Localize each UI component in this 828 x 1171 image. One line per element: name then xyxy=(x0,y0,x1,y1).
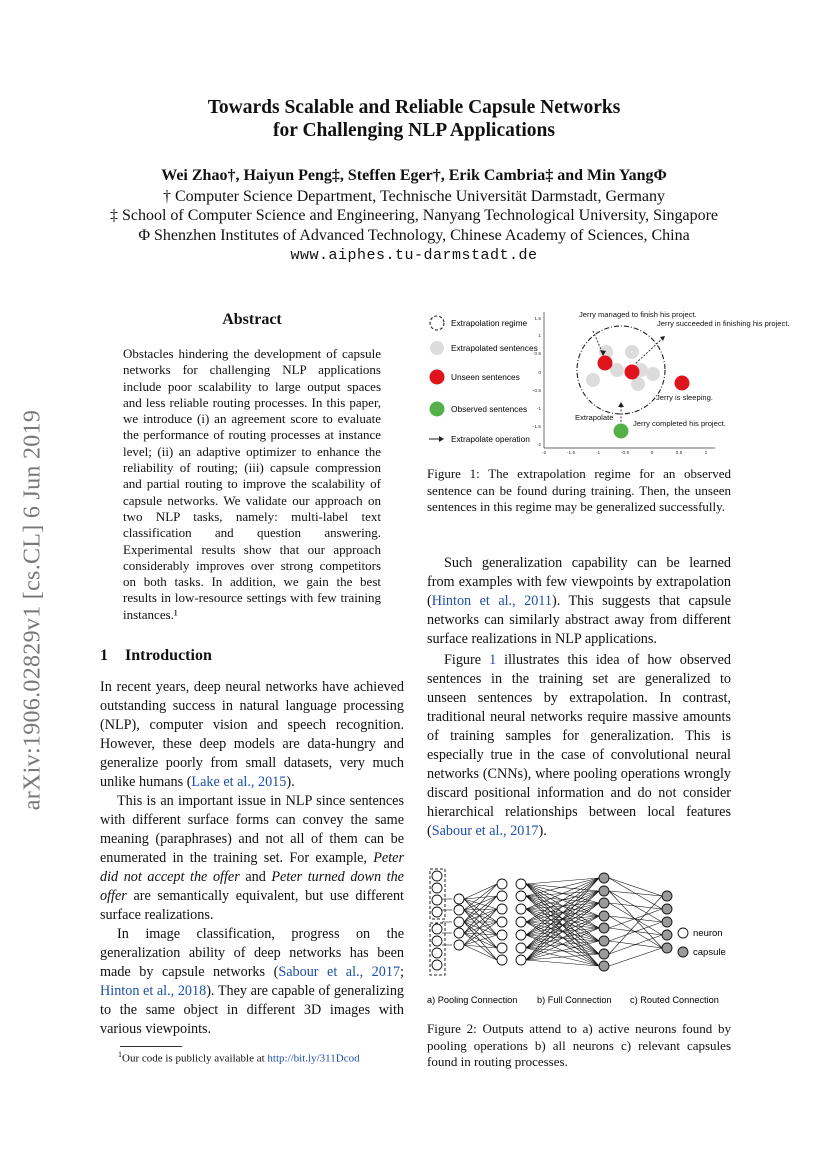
annotation-succeeded: Jerry succeeded in finishing his project. xyxy=(657,319,790,328)
affiliation-1: † Computer Science Department, Technische Universität Darmstadt, Germany xyxy=(163,188,665,205)
annotation-sleeping: Jerry is sleeping. xyxy=(656,393,713,402)
legend-unseen-symbol xyxy=(430,370,445,385)
annotation-completed: Jerry completed his project. xyxy=(633,419,726,428)
unseen-point xyxy=(598,356,613,371)
unseen-point xyxy=(625,365,640,380)
output-capsule xyxy=(662,930,672,940)
connection-line xyxy=(526,891,599,960)
author-list: Wei Zhao†, Haiyun Peng‡, Steffen Eger†, Erik Cambria‡ and Min YangΦ xyxy=(161,167,667,184)
input-neuron xyxy=(432,948,442,958)
hidden-neuron xyxy=(497,955,507,965)
connection-line xyxy=(464,899,497,922)
pooled-neuron xyxy=(454,905,464,915)
y-tick: 1.5 xyxy=(534,317,541,322)
input-neuron xyxy=(432,924,442,934)
extrapolated-point xyxy=(586,373,600,387)
output-capsule xyxy=(662,917,672,927)
capsule-node xyxy=(599,886,609,896)
legend-regime-symbol xyxy=(430,316,444,330)
footnote-rule xyxy=(120,1046,182,1047)
capsule-node xyxy=(599,936,609,946)
y-tick: 0 xyxy=(538,371,541,376)
hidden-neuron xyxy=(497,891,507,901)
annotation-managed: Jerry managed to finish his project. xyxy=(579,310,697,319)
figure-2 xyxy=(425,866,735,1010)
project-url[interactable]: www.aiphes.tu-darmstadt.de xyxy=(290,247,538,264)
affiliation-2: ‡ School of Computer Science and Engineering, Nanyang Technological University, Singapore xyxy=(109,207,719,224)
output-capsule xyxy=(662,891,672,901)
label-full: b) Full Connection xyxy=(537,995,612,1005)
hidden-neuron xyxy=(497,943,507,953)
observed-point xyxy=(614,424,629,439)
footnote: $^1$Our code is publicly available at http://bit.ly/311Dcod xyxy=(118,1050,360,1065)
y-tick: -0.5 xyxy=(532,389,541,394)
affiliation-3: Φ Shenzhen Institutes of Advanced Technology, Chinese Academy of Sciences, China xyxy=(138,227,690,244)
hidden-neuron xyxy=(497,904,507,914)
intro-paragraph-3: In image classification, progress on the generalization ability of deep networks has been made by capsule networks (Sabour et al., 2017; Hinton et al., 2018). They are capable of generalizing to the same object in different 3D images with various viewpoints. xyxy=(100,926,405,1037)
label-pooling: a) Pooling Connection xyxy=(427,995,518,1005)
legend-extrapolated-symbol xyxy=(430,341,444,355)
hidden-neuron xyxy=(516,891,526,901)
extrapolated-point xyxy=(646,367,660,381)
pooled-neuron xyxy=(454,894,464,904)
intro-paragraph-1: In recent years, deep neural networks have achieved outstanding success in natural language processing (NLP), computer vision and speech recognition. However, these deep models are data-hungry and generalize poorly from small datasets, very much unlike humans (Lake et al., 2015). xyxy=(100,679,404,790)
legend-neuron-label: neuron xyxy=(693,928,723,939)
citation-link[interactable]: Hinton et al., 2018 xyxy=(100,983,207,999)
extrapolated-point xyxy=(625,345,639,359)
body-paragraph-2: Figure 1 illustrates this idea of how observed sentences in the training set are generalized to unseen sentences by extrapolation. In contrast, traditional neural networks require massive amounts of training samples for generalization. This is especially true in the case of convolutional neural networks (CNNs), where pooling operations wrongly discard positional information and do not consider hierarchical relationships between local features (Sabour et al., 2017). xyxy=(427,652,731,839)
hidden-neuron xyxy=(516,930,526,940)
hidden-neuron xyxy=(497,930,507,940)
y-tick: -1 xyxy=(536,407,541,412)
input-neuron xyxy=(432,895,442,905)
input-neuron xyxy=(432,936,442,946)
legend-label-observed: Observed sentences xyxy=(451,404,528,414)
capsule-node xyxy=(599,961,609,971)
y-tick: -2 xyxy=(536,443,541,448)
body-paragraph-1: Such generalization capability can be learned from examples with few viewpoints by extrapolation (Hinton et al., 2011). This suggests that capsule networks can similarly abstract away from different surface realizations in NLP applications. xyxy=(427,555,731,647)
connection-line xyxy=(609,891,662,922)
hidden-neuron xyxy=(497,879,507,889)
legend-capsule-symbol xyxy=(678,947,688,957)
abstract-text: Obstacles hindering the development of capsule networks for challenging NLP applications include poor scalability to large output spaces and less reliable routing processes. In this paper, we introduce (i) an agreement score to evaluate the performance of routing processes at instance level; (ii) an adaptive optimizer to enhance the reliability of routing; (iii) capsule compression and partial routing to improve the scalability of capsule networks. We validate our approach on two NLP tasks, namely: multi-label text classification and question answering. Experimental results show that our approach considerably improves over strong competitors on both tasks. In addition, we gain the best results in low-resource settings with few training instances.¹ xyxy=(123,346,381,622)
annotation-extrapolate: Extrapolate xyxy=(575,413,614,422)
abstract-heading: Abstract xyxy=(222,311,282,328)
input-neuron xyxy=(432,907,442,917)
x-tick: 0 xyxy=(650,451,654,456)
figure-1 xyxy=(425,306,790,456)
connection-line xyxy=(609,948,662,966)
paper-title-line1: Towards Scalable and Reliable Capsule Networks xyxy=(207,97,621,118)
capsule-node xyxy=(599,873,609,883)
figure-2-caption: Figure 2: Outputs attend to a) active neurons found by pooling operations b) all neurons c) relevant capsules found in routing processes. xyxy=(427,1021,731,1069)
legend-capsule-label: capsule xyxy=(693,947,726,958)
x-tick: -1 xyxy=(595,451,601,456)
x-tick: -2 xyxy=(541,451,547,456)
output-capsule xyxy=(662,943,672,953)
connection-line xyxy=(609,891,662,948)
unseen-point xyxy=(675,376,690,391)
paper-title-line2: for Challenging NLP Applications xyxy=(273,120,555,141)
citation-link[interactable]: Sabour et al., 2017 xyxy=(431,823,539,839)
legend-label-arrow: Extrapolate operation xyxy=(451,434,530,444)
hidden-neuron xyxy=(516,955,526,965)
y-tick: 0.5 xyxy=(534,352,541,357)
intro-paragraph-2: This is an important issue in NLP since sentences with different surface forms can convey the same meaning (paraphrases) and not all of them can be enumerated in the training set. For example, Peter did not accept the offer and Peter turned down the offer are semantically equivalent, but use different surface realizations. xyxy=(100,793,404,923)
x-tick: 0.5 xyxy=(675,451,683,456)
extrapolate-arrow xyxy=(635,338,663,364)
output-capsule xyxy=(662,904,672,914)
pooled-neuron xyxy=(454,917,464,927)
legend-label-extrapolated: Extrapolated sentences xyxy=(451,343,538,353)
y-tick: -1.5 xyxy=(532,425,541,430)
hidden-neuron xyxy=(516,943,526,953)
x-tick: -1.5 xyxy=(566,451,576,456)
hidden-neuron xyxy=(516,879,526,889)
hidden-neuron xyxy=(516,904,526,914)
pooled-neuron xyxy=(454,928,464,938)
hidden-neuron xyxy=(516,917,526,927)
x-tick: -0.5 xyxy=(620,451,630,456)
input-neuron xyxy=(432,871,442,881)
legend-label-unseen: Unseen sentences xyxy=(451,372,520,382)
legend-observed-symbol xyxy=(430,402,445,417)
label-routed: c) Routed Connection xyxy=(630,995,719,1005)
code-link[interactable]: http://bit.ly/311Dcod xyxy=(267,1052,360,1065)
capsule-node xyxy=(599,923,609,933)
input-neuron xyxy=(432,883,442,893)
pooled-neuron xyxy=(454,940,464,950)
capsule-node xyxy=(599,949,609,959)
arxiv-stamp: arXiv:1906.02829v1 [cs.CL] 6 Jun 2019 xyxy=(19,409,46,811)
citation-link[interactable]: Hinton et al., 2011 xyxy=(431,593,552,609)
hidden-neuron xyxy=(497,917,507,927)
y-tick: 1 xyxy=(538,334,541,339)
legend-label-regime: Extrapolation regime xyxy=(451,318,528,328)
citation-link[interactable]: Lake et al., 2015 xyxy=(191,774,287,790)
x-tick: 1 xyxy=(704,451,708,456)
section-heading-introduction: 1 Introduction xyxy=(100,647,212,664)
legend-neuron-symbol xyxy=(678,928,688,938)
input-neuron xyxy=(432,960,442,970)
capsule-node xyxy=(599,911,609,921)
capsule-node xyxy=(599,898,609,908)
figure-ref-link[interactable]: 1 xyxy=(489,652,497,668)
citation-link[interactable]: Sabour et al., 2017 xyxy=(278,964,401,980)
figure-1-caption: Figure 1: The extrapolation regime for an observed sentence can be found during training. Then, the unseen sentences in this regime may be generalized successfully. xyxy=(427,466,731,514)
